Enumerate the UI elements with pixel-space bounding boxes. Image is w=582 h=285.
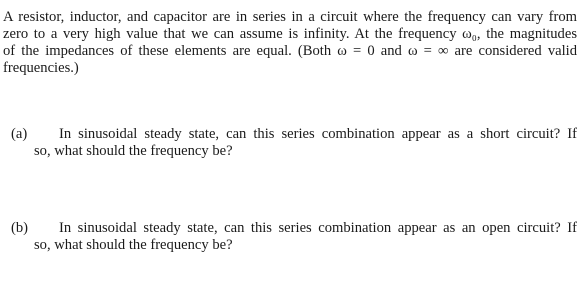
part-b-question-line-2: so, what should the frequency be? [34,237,233,253]
question-part-b [11,220,577,254]
problem-statement [3,9,577,77]
part-b-label: (b) [11,220,29,236]
part-a-question-line-2: so, what should the frequency be? [34,143,233,159]
problem-line-1: A resistor, inductor, and capacitor are in series in a circuit where the frequency can vary from [3,9,577,25]
question-part-a [11,126,577,160]
part-a-question-line-1: In sinusoidal steady state, can this series combination appear as a short circuit? If [59,126,577,142]
problem-line-2: zero to a very high value that we can assume is infinity. At the frequency ω₀, the magnitudes [3,26,577,42]
problem-line-4: frequencies.) [3,60,79,76]
part-b-question-line-1: In sinusoidal steady state, can this series combination appear as an open circuit? If [59,220,577,236]
part-a-label: (a) [11,126,28,142]
problem-line-3: of the impedances of these elements are equal. (Both ω = 0 and ω = ∞ are considered valid [3,43,577,59]
